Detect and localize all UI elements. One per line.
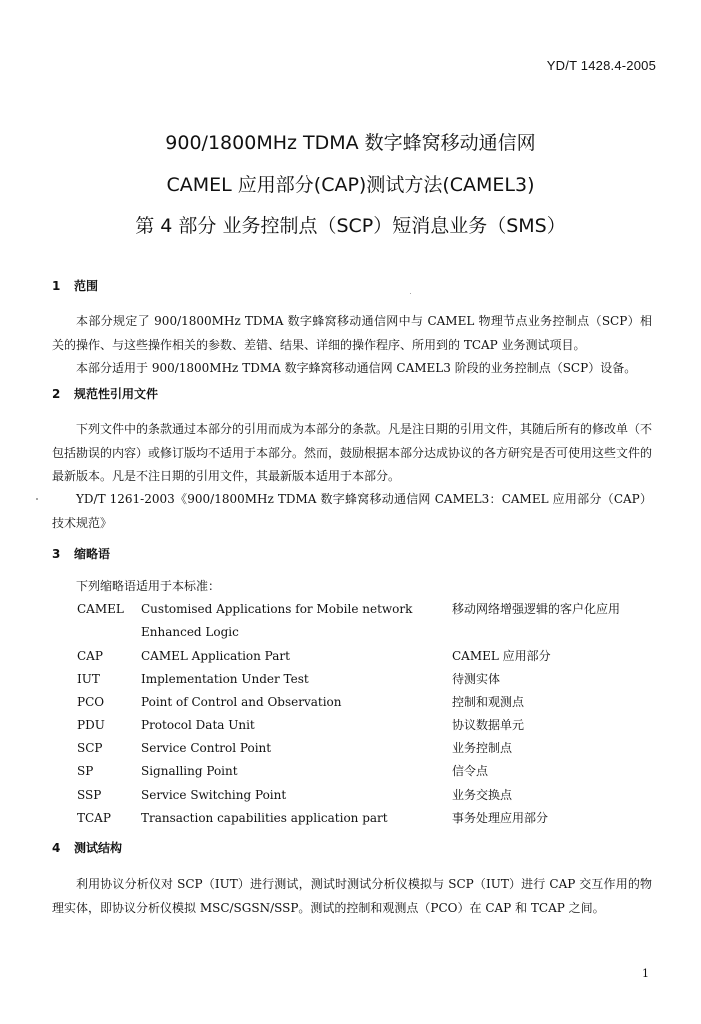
abbreviation-code: PCO (77, 695, 105, 709)
abbreviation-english: Transaction capabilities application part (141, 811, 388, 825)
document-title-line-2: CAMEL 应用部分(CAP)测试方法(CAMEL3) (166, 174, 535, 196)
scan-speck (410, 293, 411, 294)
section-number: 1 (52, 279, 61, 293)
abbreviation-chinese: 移动网络增强逻辑的客户化应用 (452, 602, 621, 616)
section-1-paragraph-2: 本部分适用于 900/1800MHz TDMA 数字蜂窝移动通信网 CAMEL3 阶段的业务控制点（SCP）设备。 (76, 361, 637, 375)
section-title: 缩略语 (74, 547, 111, 561)
abbreviation-chinese: 待测实体 (452, 672, 501, 686)
abbreviation-code: SSP (77, 788, 102, 802)
abbreviation-code: PDU (77, 718, 105, 732)
abbreviation-code: CAP (77, 649, 103, 663)
abbreviation-code: TCAP (77, 811, 111, 825)
abbreviations-intro: 下列缩略语适用于本标准： (76, 579, 221, 593)
section-title: 规范性引用文件 (74, 387, 159, 401)
abbreviation-code: CAMEL (77, 602, 124, 616)
section-title: 测试结构 (74, 841, 123, 855)
abbreviation-english: Signalling Point (141, 764, 238, 778)
abbreviation-chinese: 事务处理应用部分 (452, 811, 549, 825)
section-number: 2 (52, 387, 61, 401)
abbreviation-chinese: 协议数据单元 (452, 718, 525, 732)
abbreviation-chinese: 业务控制点 (452, 741, 513, 755)
abbreviation-english: Service Switching Point (141, 788, 287, 802)
standard-number: YD/T 1428.4-2005 (546, 58, 656, 73)
abbreviation-english: CAMEL Application Part (141, 649, 290, 663)
section-4-heading (52, 840, 122, 856)
section-2-heading (52, 386, 158, 402)
document-title-line-1: 900/1800MHz TDMA 数字蜂窝移动通信网 (165, 132, 536, 154)
abbreviation-code: SP (77, 764, 94, 778)
section-1-heading (52, 278, 98, 294)
section-2-paragraph-2: YD/T 1261-2003《900/1800MHz TDMA 数字蜂窝移动通信网 CAMEL3：CAMEL 应用部分（CAP）技术规范》 (52, 492, 652, 530)
abbreviation-english: Point of Control and Observation (141, 695, 342, 709)
abbreviation-code: SCP (77, 741, 103, 755)
section-2-paragraph-1: 下列文件中的条款通过本部分的引用而成为本部分的条款。凡是注日期的引用文件，其随后所有的修改单（不包括勘误的内容）或修订版均不适用于本部分。然而，鼓励根据本部分达成协议的各方研究是否可使用这些文件的最新版本。凡是不注日期的引用文件，其最新版本适用于本部分。 (52, 422, 653, 483)
abbreviation-code: IUT (77, 672, 100, 686)
section-3-heading (52, 546, 110, 562)
scan-speck (36, 498, 38, 500)
abbreviation-chinese: 业务交换点 (452, 788, 513, 802)
section-number: 4 (52, 841, 61, 855)
abbreviation-chinese: 信令点 (452, 764, 489, 778)
document-title-line-3: 第 4 部分 业务控制点（SCP）短消息业务（SMS） (135, 215, 566, 237)
page-number: 1 (642, 967, 649, 980)
abbreviation-chinese: CAMEL 应用部分 (452, 649, 551, 663)
abbreviation-english: Implementation Under Test (141, 672, 309, 686)
abbreviation-english: Customised Applications for Mobile network Enhanced Logic (141, 602, 413, 639)
section-4-paragraph-1: 利用协议分析仪对 SCP（IUT）进行测试，测试时测试分析仪模拟与 SCP（IUT）进行 CAP 交互作用的物理实体，即协议分析仪模拟 MSC/SGSN/SSP。测试的控制和观测点（PCO）在 CAP 和 TCAP 之间。 (52, 877, 652, 915)
abbreviation-english: Protocol Data Unit (141, 718, 255, 732)
section-1-paragraph-1: 本部分规定了 900/1800MHz TDMA 数字蜂窝移动通信网中与 CAMEL 物理节点业务控制点（SCP）相关的操作、与这些操作相关的参数、差错、结果、详细的操作程序、所用到的 TCAP 业务测试项目。 (52, 314, 652, 352)
section-number: 3 (52, 547, 61, 561)
section-title: 范围 (74, 279, 99, 293)
abbreviation-english: Service Control Point (141, 741, 272, 755)
abbreviation-chinese: 控制和观测点 (452, 695, 525, 709)
